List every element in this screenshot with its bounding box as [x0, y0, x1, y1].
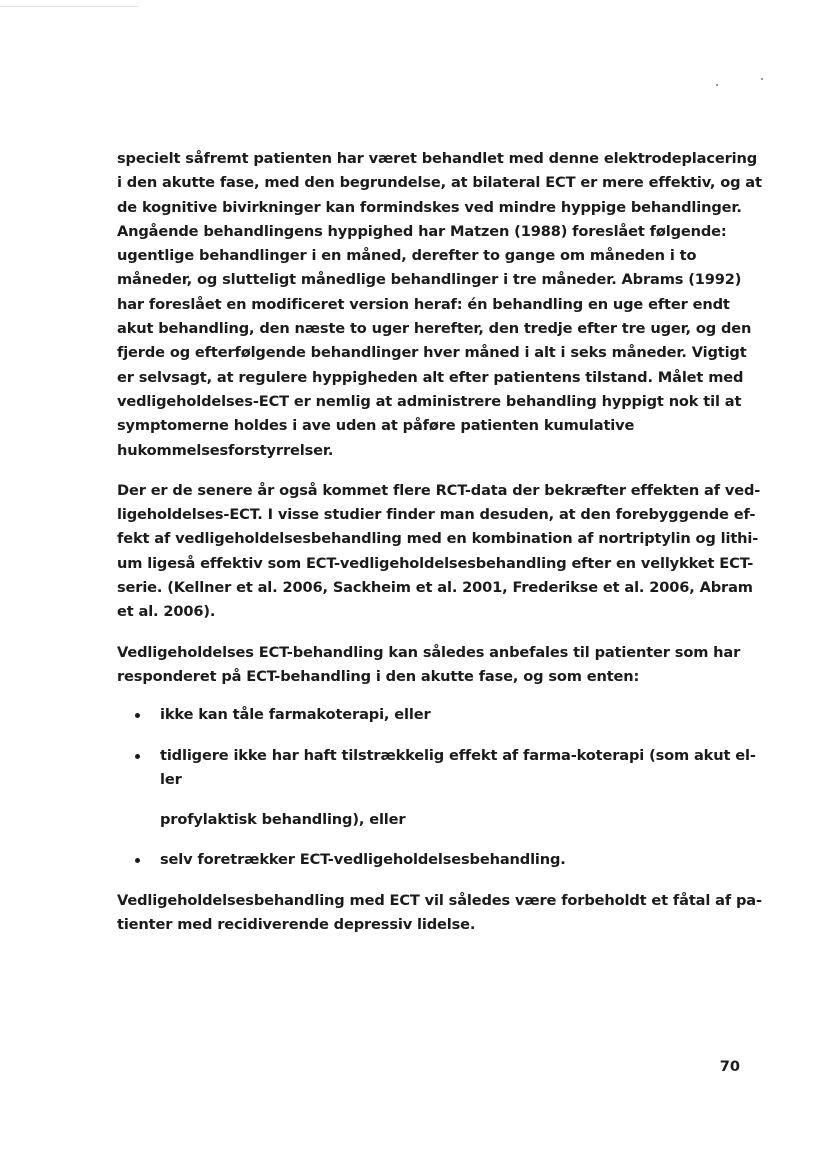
scan-speck — [716, 84, 718, 86]
criteria-list — [117, 703, 756, 872]
text-line: symptomerne holdes i ave uden at påføre patienten kumulative — [117, 417, 635, 435]
text-line: fjerde og efterfølgende behandlinger hver måned i alt i seks måneder. Vigtigt — [117, 344, 747, 362]
page-number: 70 — [719, 1058, 740, 1075]
bullet-icon — [135, 858, 140, 863]
list-item-continuation: profylaktisk behandling), eller — [160, 811, 406, 829]
text-line: ligeholdelses-ECT. I visse studier finder man desuden, at den forebyggende ef- — [117, 506, 756, 524]
bullet-icon — [135, 713, 140, 718]
text-line: ikke kan tåle farmakoterapi, eller — [160, 706, 431, 724]
text-line: et al. 2006). — [117, 603, 216, 621]
text-line: serie. (Kellner et al. 2006, Sackheim et al. 2001, Frederikse et al. 2006, Abram — [117, 579, 753, 597]
text-line: fekt af vedligeholdelsesbehandling med en kombination af nortriptylin og lithi- — [117, 530, 759, 548]
text-line: responderet på ECT-behandling i den akutte fase, og som enten: — [117, 667, 640, 685]
text-line: akut behandling, den næste to uger herefter, den tredje efter tre uger, og den — [117, 320, 752, 338]
text-line: ugentlige behandlinger i en måned, derefter to gange om måneden i to — [117, 247, 697, 265]
text-line: er selvsagt, at regulere hyppigheden alt efter patientens tilstand. Målet med — [117, 368, 744, 386]
text-line: Vedligeholdelses ECT-behandling kan således anbefales til patienter som har — [117, 643, 741, 661]
text-line: hukommelsesforstyrrelser. — [117, 441, 334, 459]
text-line: Angående behandlingens hyppighed har Matzen (1988) foreslået følgende: — [117, 222, 727, 240]
bullet-icon — [135, 754, 140, 759]
text-line: måneder, og slutteligt månedlige behandlinger i tre måneder. Abrams (1992) — [117, 271, 742, 289]
text-line: vedligeholdelses-ECT er nemlig at administrere behandling hyppigt nok til at — [117, 392, 742, 410]
text-line: selv foretrækker ECT-vedligeholdelsesbehandling. — [160, 851, 566, 869]
text-line: tienter med recidiverende depressiv lidelse. — [117, 916, 476, 934]
scan-speck — [761, 78, 763, 80]
list-item — [117, 744, 756, 793]
text-line: Vedligeholdelsesbehandling med ECT vil således være forbeholdt et fåtal af pa- — [117, 891, 762, 909]
paragraph-maintenance-frequency — [117, 147, 762, 463]
text-line: specielt såfremt patienten har været behandlet med denne elektrodeplacering — [117, 150, 758, 167]
text-line: um ligeså effektiv som ECT-vedligeholdelsesbehandling efter en vellykket ECT- — [117, 554, 754, 572]
text-line: ler — [160, 770, 182, 788]
text-line: Der er de senere år også kommet flere RCT-data der bekræfter effekten af ved- — [117, 481, 761, 499]
paragraph-rct-evidence — [117, 479, 761, 625]
text-line: de kognitive bivirkninger kan formindskes ved mindre hyppige behandlinger. — [117, 198, 742, 216]
list-item — [117, 703, 742, 727]
list-item — [117, 848, 742, 872]
paragraph-conclusion — [117, 889, 762, 938]
text-line: i den akutte fase, med den begrundelse, at bilateral ECT er mere effektiv, og at — [117, 174, 762, 192]
text-line: har foreslået en modificeret version heraf: én behandling en uge efter endt — [117, 295, 730, 313]
text-line: tidligere ikke har haft tilstrækkelig effekt af farma-koterapi (som akut el- — [160, 746, 756, 764]
paragraph-recommendation — [117, 641, 742, 690]
page-body — [117, 147, 762, 937]
scan-top-rule — [0, 6, 138, 7]
